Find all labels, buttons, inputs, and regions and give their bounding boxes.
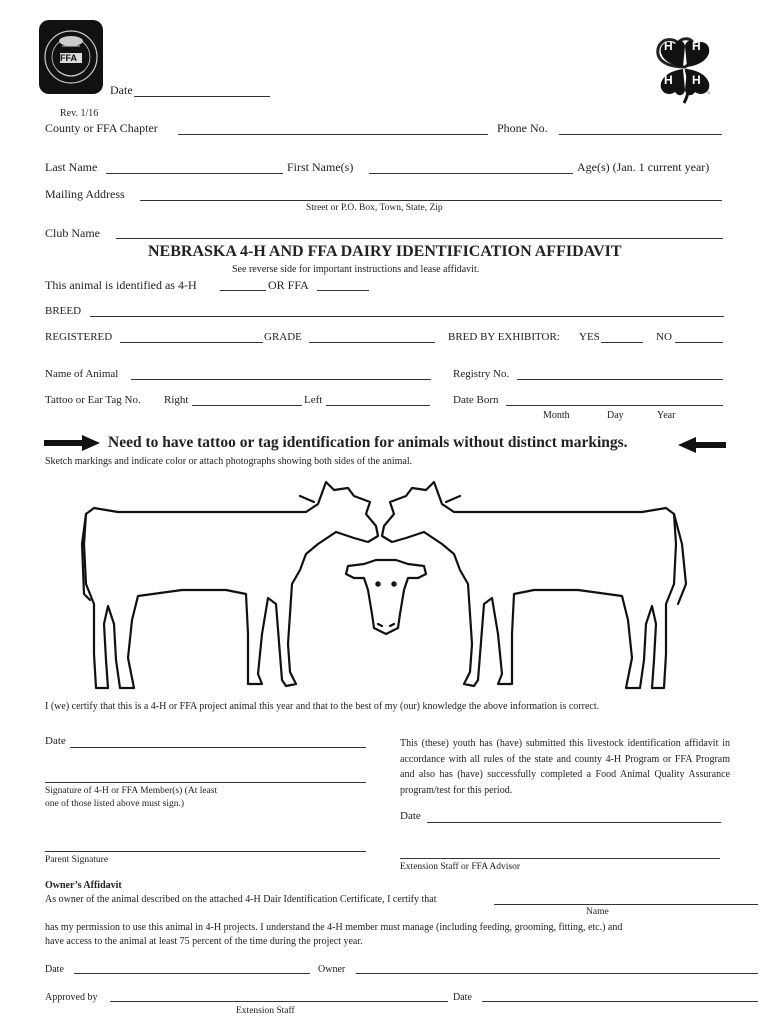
- arrow-right-icon: [44, 435, 100, 451]
- owner-name-hint: Name: [586, 907, 609, 917]
- owner-affidavit-heading: Owner’s Affidavit: [45, 880, 122, 891]
- first-name-field[interactable]: [369, 173, 573, 174]
- no-field[interactable]: [675, 342, 723, 343]
- date-born-label: Date Born: [453, 394, 499, 406]
- last-name-label: Last Name: [45, 160, 98, 174]
- revision-label: Rev. 1/16: [60, 108, 99, 119]
- right-cow-outline: [382, 482, 676, 688]
- county-field[interactable]: [178, 134, 488, 135]
- identified-ffa-label: OR FFA: [268, 278, 309, 292]
- county-label: County or FFA Chapter: [45, 121, 158, 135]
- identified-4h-field[interactable]: [220, 290, 266, 291]
- phone-field[interactable]: [559, 134, 722, 135]
- day-label: Day: [607, 410, 624, 421]
- bred-by-exhibitor-label: BRED BY EXHIBITOR:: [448, 331, 560, 343]
- parent-signature-label: Parent Signature: [45, 855, 109, 865]
- approved-date-label: Date: [453, 992, 472, 1003]
- identified-4h-label: This animal is identified as 4-H: [45, 278, 197, 292]
- owner-date-label: Date: [45, 964, 64, 975]
- date-born-field[interactable]: [506, 405, 723, 406]
- arrow-left-icon: [678, 437, 726, 453]
- ffa-emblem: [38, 19, 104, 95]
- certify-statement: I (we) certify that this is a 4-H or FFA project animal this year and that to the best of my (our) knowledge the above information is correct.: [45, 701, 600, 712]
- phone-label: Phone No.: [497, 121, 548, 135]
- approved-by-label: Approved by: [45, 992, 98, 1003]
- approved-by-field[interactable]: [110, 1001, 448, 1002]
- left-cow-outline: [84, 482, 378, 688]
- advisor-date-label: Date: [400, 810, 421, 822]
- sketch-instructions: Sketch markings and indicate color or attach photographs showing both sides of the animal.: [45, 456, 413, 467]
- mailing-address-field[interactable]: [140, 200, 722, 201]
- approved-date-field[interactable]: [482, 1001, 758, 1002]
- grade-field[interactable]: [309, 342, 435, 343]
- advisor-date-field[interactable]: [427, 822, 721, 823]
- extension-advisor-label: Extension Staff or FFA Advisor: [400, 862, 520, 872]
- grade-label: GRADE: [264, 331, 302, 343]
- no-label: NO: [656, 331, 672, 343]
- member-signature-field[interactable]: [45, 782, 366, 783]
- member-signature-label: Signature of 4-H or FFA Member(s) (At least: [45, 786, 218, 796]
- tattoo-label: Tattoo or Ear Tag No.: [45, 394, 141, 406]
- owner-line-1: As owner of the animal described on the attached 4-H Dair Identification Certificate, I certify that: [45, 894, 437, 905]
- clover-letter-h-4: H: [692, 73, 701, 87]
- owner-certify-name-field[interactable]: [494, 904, 758, 905]
- yes-label: YES: [579, 331, 600, 343]
- registered-field[interactable]: [120, 342, 263, 343]
- left-label: Left: [304, 394, 323, 406]
- month-label: Month: [543, 410, 570, 421]
- owner-signature-field[interactable]: [356, 973, 758, 974]
- 4h-clover-emblem: [648, 33, 722, 105]
- member-signature-note: one of those listed above must sign.): [45, 799, 185, 809]
- right-label: Right: [164, 394, 189, 406]
- registered-label: REGISTERED: [45, 331, 113, 343]
- first-name-label: First Name(s): [287, 160, 354, 174]
- member-date-field[interactable]: [70, 747, 366, 748]
- header-date-line[interactable]: [134, 96, 270, 97]
- parent-signature-field[interactable]: [45, 851, 366, 852]
- form-title: NEBRASKA 4-H AND FFA DAIRY IDENTIFICATION AFFIDAVIT: [148, 243, 622, 260]
- extension-staff-label: Extension Staff: [236, 1006, 295, 1016]
- animal-name-field[interactable]: [131, 379, 431, 380]
- mailing-address-label: Mailing Address: [45, 187, 125, 201]
- street-hint: Street or P.O. Box, Town, State, Zip: [306, 203, 443, 213]
- clover-icon: [648, 33, 722, 105]
- clover-letter-h-2: H: [692, 39, 701, 53]
- owner-line-3: have access to the animal at least 75 percent of the time during the project year.: [45, 936, 363, 947]
- owner-label: Owner: [318, 964, 346, 975]
- tattoo-left-field[interactable]: [326, 405, 430, 406]
- tattoo-right-field[interactable]: [192, 405, 302, 406]
- registry-field[interactable]: [517, 379, 723, 380]
- registry-label: Registry No.: [453, 368, 510, 380]
- owner-date-field[interactable]: [74, 973, 310, 974]
- clover-letter-h-3: H: [664, 73, 673, 87]
- tattoo-notice: Need to have tattoo or tag identification for animals without distinct markings.: [108, 434, 628, 451]
- owner-line-2: has my permission to use this animal in 4-H projects. I understand the 4-H member must manage (including feeding, grooming, fitting, etc.) and: [45, 922, 623, 933]
- breed-label: BREED: [45, 305, 82, 317]
- ffa-logo-text: FFA: [60, 53, 77, 63]
- header-date-label: Date: [110, 83, 133, 97]
- club-name-label: Club Name: [45, 226, 100, 240]
- yes-field[interactable]: [601, 342, 643, 343]
- ages-label: Age(s) (Jan. 1 current year): [577, 160, 710, 174]
- identified-ffa-field[interactable]: [317, 290, 369, 291]
- youth-statement: This (these) youth has (have) submitted this livestock identification affidavit in accordance with all rules of the state and county 4-H Program or FFA Program and also has (have) successfully completed a Food Animal Quality Assurance program/test for this period.: [400, 738, 730, 796]
- breed-field[interactable]: [90, 316, 724, 317]
- svg-text:©: ©: [705, 89, 712, 96]
- animal-name-label: Name of Animal: [45, 368, 119, 380]
- clover-letter-h-1: H: [664, 39, 673, 53]
- center-cow-head: [346, 560, 426, 634]
- year-label: Year: [657, 410, 676, 421]
- last-name-field[interactable]: [106, 173, 283, 174]
- form-subtitle: See reverse side for important instructions and lease affidavit.: [232, 264, 480, 275]
- club-name-field[interactable]: [116, 238, 723, 239]
- extension-advisor-field[interactable]: [400, 858, 720, 859]
- cow-sketch-area[interactable]: [78, 474, 692, 696]
- member-date-label: Date: [45, 735, 66, 747]
